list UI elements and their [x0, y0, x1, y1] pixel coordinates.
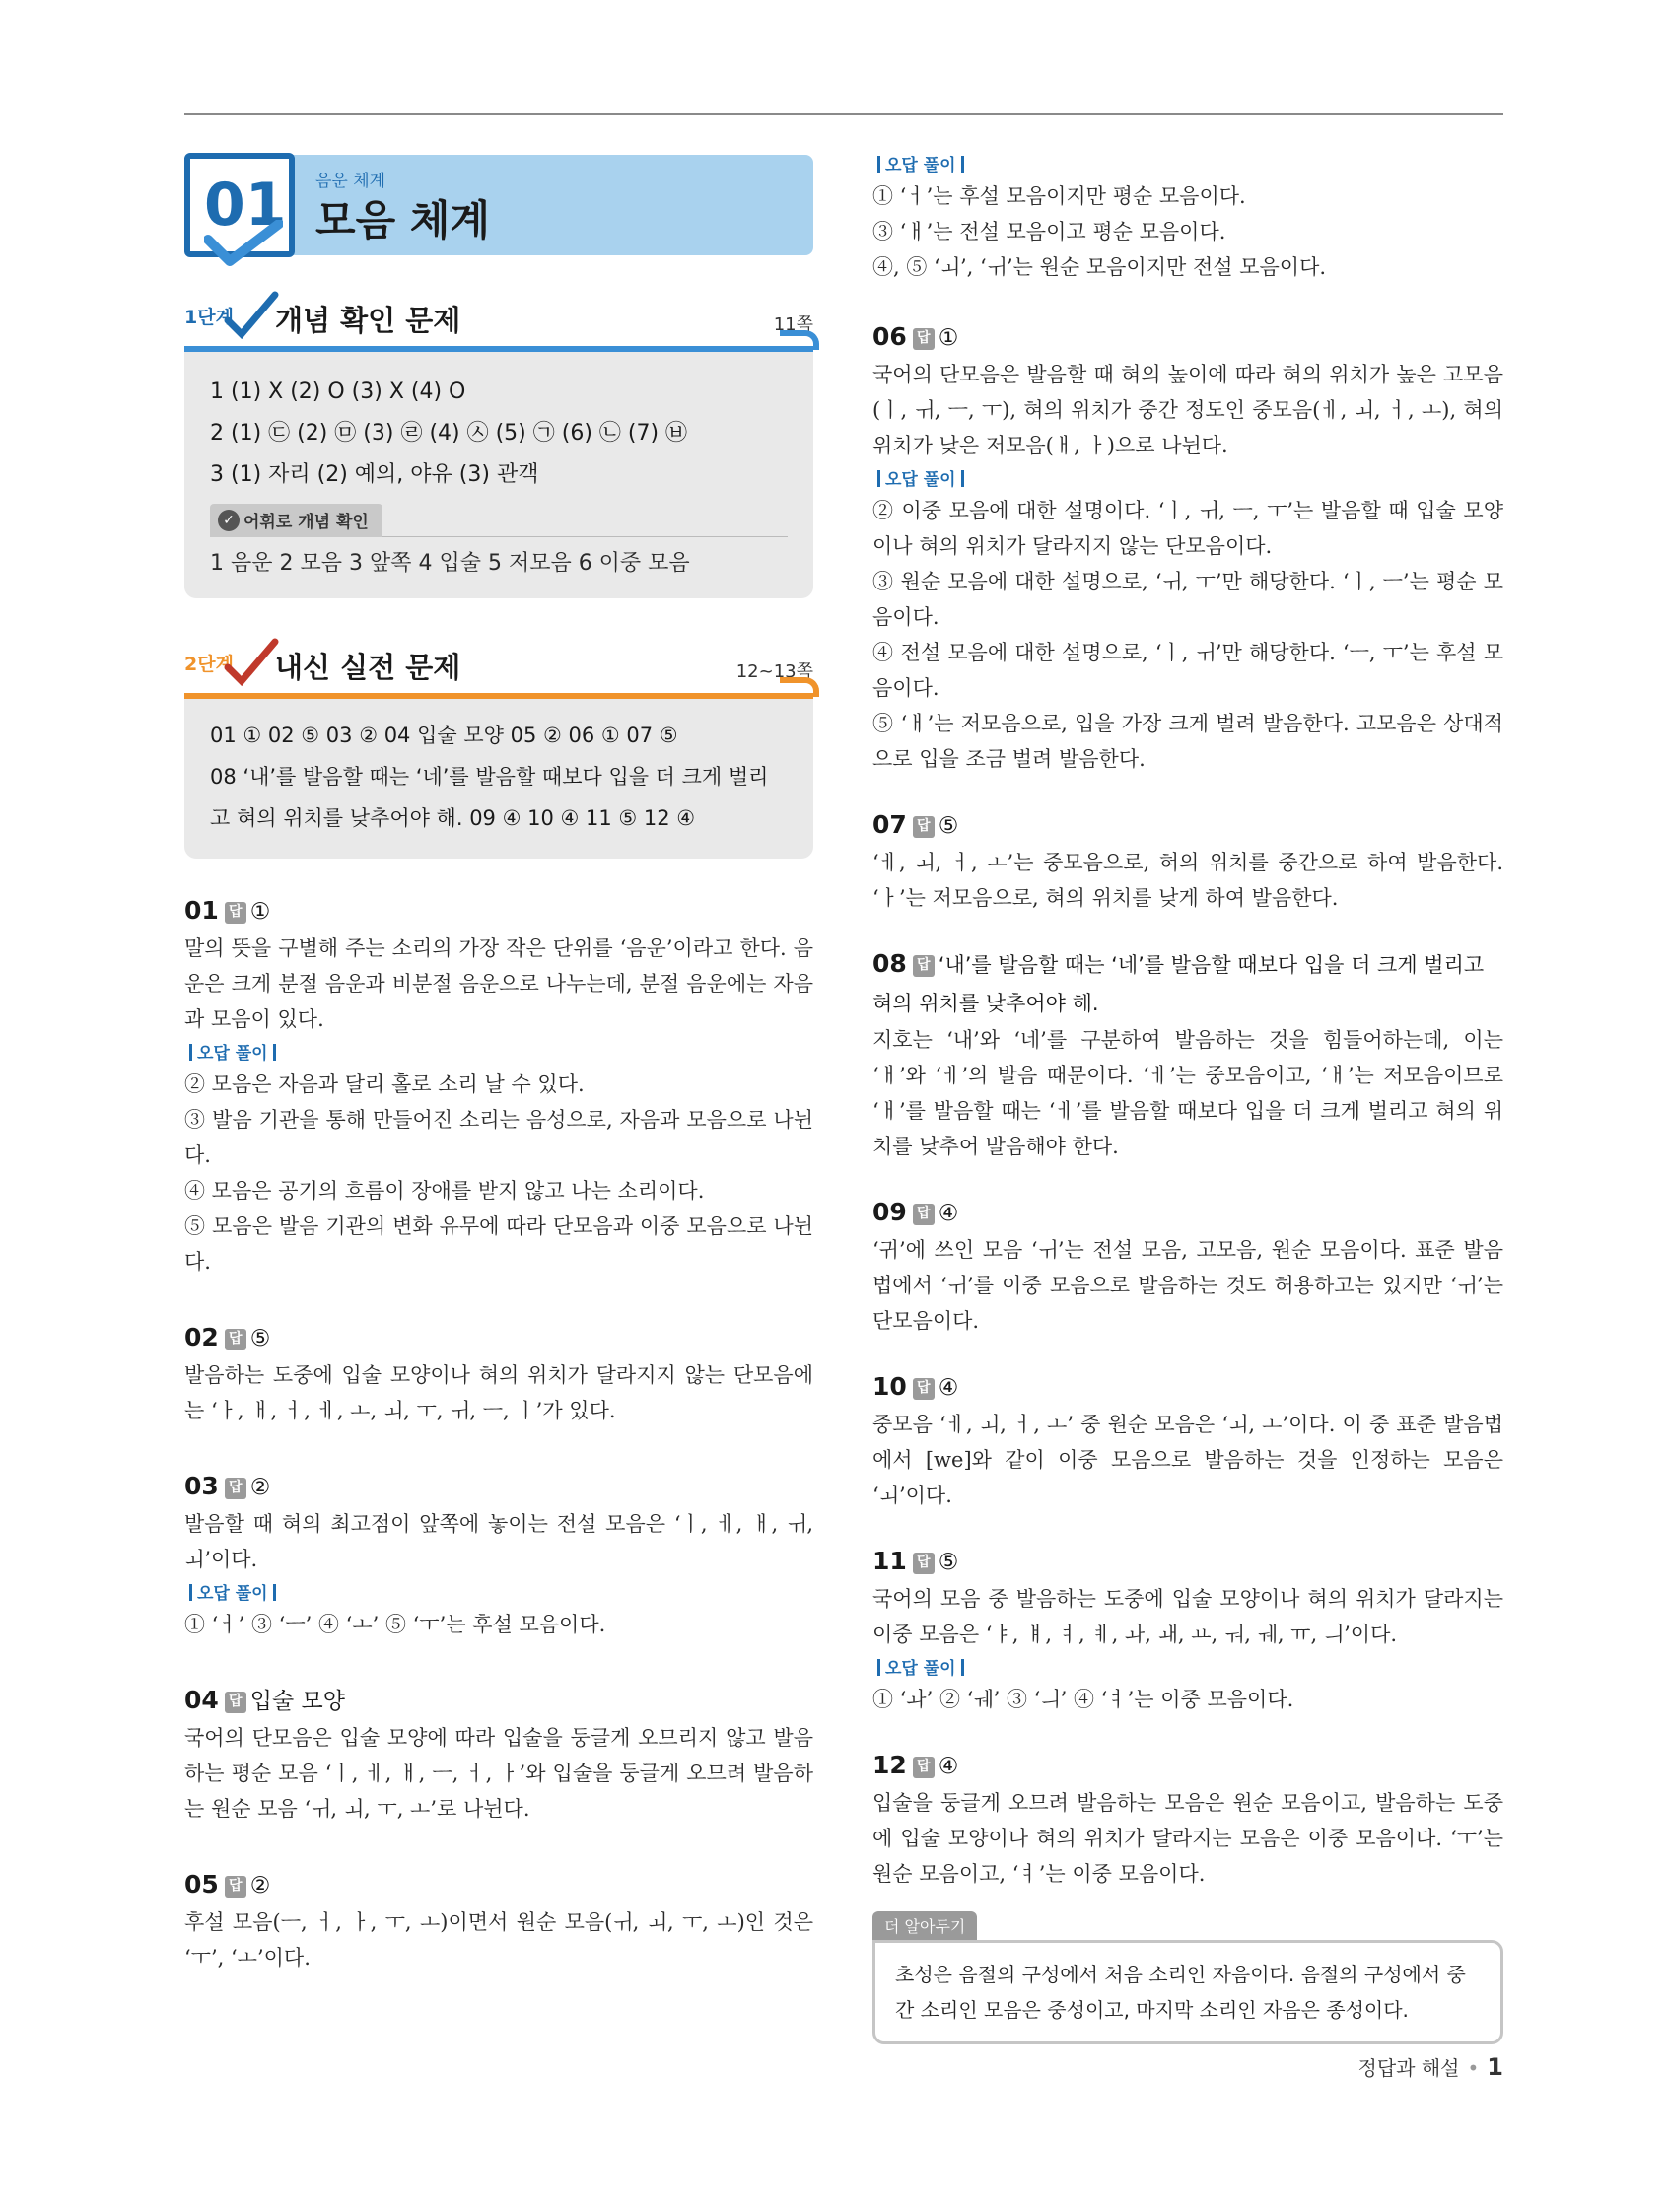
banner-title: 모음 체계 [315, 196, 490, 244]
item-number: 12 [872, 1751, 907, 1779]
item-06 [872, 318, 1503, 777]
item-11 [872, 1543, 1503, 1717]
answer-badge: 답 [225, 902, 246, 924]
item-answer: 입술 모양 [249, 1689, 345, 1714]
odap-line: ① ‘ㅓ’는 후설 모음이지만 평순 모음이다. [872, 184, 1246, 208]
odap-label: 오답 풀이 [184, 1041, 813, 1067]
odap-line: ③ 원순 모음에 대한 설명으로, ‘ㅟ, ㅜ’만 해당한다. ‘ㅣ, ㅡ’는 평순 모음이다. [872, 570, 1503, 629]
note-box [872, 1911, 1503, 2044]
answer-badge: 답 [913, 1553, 935, 1574]
step2-title: 내신 실전 문제 [275, 651, 461, 684]
footer-label: 정답과 해설 [1357, 2056, 1460, 2080]
answer-badge: 답 [913, 328, 935, 350]
item-03 [184, 1468, 813, 1642]
step2-answer-line: 고 혀의 위치를 낮추어야 해. 09 ④ 10 ④ 11 ⑤ 12 ④ [210, 806, 696, 830]
odap-line: ③ ‘ㅐ’는 전설 모음이고 평순 모음이다. [872, 220, 1226, 243]
odap-line: ⑤ ‘ㅐ’는 저모음으로, 입을 가장 크게 벌려 발음한다. 고모음은 상대적으로 입을 조금 벌려 발음한다. [872, 712, 1503, 771]
answer-badge: 답 [225, 1478, 246, 1499]
item-explanation: 지호는 ‘내’와 ‘네’를 구분하여 발음하는 것을 힘들어하는데, 이는 ‘ㅐ’와 ‘ㅔ’의 발음 때문이다. ‘ㅔ’는 중모음이고, ‘ㅐ’는 저모음이므로 ‘ㅐ’를 발음할 때는 ‘ㅔ’를 발음할 때보다 입을 더 크게 벌리고 혀의 위치를 낮추어 발음해야 한다. [872, 1028, 1503, 1158]
odap-label: 오답 풀이 [184, 1581, 813, 1607]
item-answer: ① [249, 899, 271, 925]
check-circle-icon: ✓ [218, 510, 240, 531]
step1-answer-line: 1 (1) X (2) O (3) X (4) O [210, 380, 466, 404]
item-number: 03 [184, 1472, 219, 1500]
odap-line: ① ‘ㅓ’ ③ ‘ㅡ’ ④ ‘ㅗ’ ⑤ ‘ㅜ’는 후설 모음이다. [184, 1613, 606, 1636]
item-number: 06 [872, 322, 907, 351]
answer-badge: 답 [913, 955, 935, 977]
step1-title: 개념 확인 문제 [275, 304, 461, 337]
odap-line: ④ 전설 모음에 대한 설명으로, ‘ㅣ, ㅟ’만 해당한다. ‘ㅡ, ㅜ’는 후설 모음이다. [872, 641, 1503, 700]
item-answer: ⑤ [938, 813, 959, 839]
item-explanation: 중모음 ‘ㅔ, ㅚ, ㅓ, ㅗ’ 중 원순 모음은 ‘ㅚ, ㅗ’이다. 이 중 표준 발음법에서 [we]와 같이 이중 모음으로 발음하는 것을 인정하는 모음은 ‘ㅚ’이다. [872, 1413, 1503, 1507]
item-answer: ‘내’를 발음할 때는 ‘네’를 발음할 때보다 입을 더 크게 벌리고 혀의 위치를 낮추어야 해. [872, 953, 1485, 1015]
item-04 [184, 1682, 813, 1827]
step1-check-icon [224, 291, 279, 340]
item-01 [184, 892, 813, 1279]
vocab-label: 어휘로 개념 확인 [243, 513, 369, 532]
item-09 [872, 1194, 1503, 1339]
answer-badge: 답 [225, 1329, 246, 1350]
note-label: 더 알아두기 [872, 1911, 977, 1940]
step1-page: 11쪽 [773, 314, 813, 335]
item-answer: ⑤ [938, 1550, 959, 1575]
item-number: 02 [184, 1323, 219, 1351]
answer-badge: 답 [913, 1757, 935, 1778]
odap-label: 오답 풀이 [872, 153, 1503, 178]
item-answer: ④ [938, 1754, 959, 1779]
item-12 [872, 1747, 1503, 1892]
answer-badge: 답 [225, 1692, 246, 1713]
odap-line: ③ 발음 기관을 통해 만들어진 소리는 음성으로, 자음과 모음으로 나뉜다. [184, 1108, 813, 1167]
item-number: 10 [872, 1372, 907, 1401]
left-column [184, 153, 813, 1975]
item-07 [872, 806, 1503, 916]
step1-label: 1단계 [184, 307, 234, 328]
step2-answer-box [184, 693, 813, 859]
item-number: 04 [184, 1686, 219, 1714]
item-answer: ② [249, 1873, 271, 1899]
page-number: 1 [1487, 2053, 1503, 2081]
item-number: 09 [872, 1198, 907, 1226]
step1-answer-line: 2 (1) ㉢ (2) ㉤ (3) ㉣ (4) ㉦ (5) ㉠ (6) ㉡ (7) ㉥ [210, 421, 688, 446]
item-explanation: 말의 뜻을 구별해 주는 소리의 가장 작은 단위를 ‘음운’이라고 한다. 음운은 크게 분절 음운과 비분절 음운으로 나누는데, 분절 음운에는 자음과 모음이 있다. [184, 936, 813, 1031]
odap-line: ⑤ 모음은 발음 기관의 변화 유무에 따라 단모음과 이중 모음으로 나뉜다. [184, 1214, 813, 1274]
step2-label: 2단계 [184, 654, 234, 675]
box-tab [780, 330, 819, 350]
step1-header [184, 299, 813, 340]
vocab-answers: 1 음운 2 모음 3 앞쪽 4 입술 5 저모음 6 이중 모음 [210, 551, 690, 576]
item-explanation: 발음하는 도중에 입술 모양이나 혀의 위치가 달라지지 않는 단모음에는 ‘ㅏ, ㅐ, ㅓ, ㅔ, ㅗ, ㅚ, ㅜ, ㅟ, ㅡ, ㅣ’가 있다. [184, 1363, 813, 1422]
odap-label: 오답 풀이 [872, 467, 1503, 493]
item-number: 08 [872, 949, 907, 978]
item-08 [872, 945, 1503, 1164]
step2-check-icon [224, 638, 279, 687]
item-number: 05 [184, 1870, 219, 1899]
answer-badge: 답 [913, 1204, 935, 1225]
step1-answer-box [184, 346, 813, 598]
item-number: 11 [872, 1547, 907, 1575]
item-explanation: 국어의 단모음은 발음할 때 혀의 높이에 따라 혀의 위치가 높은 고모음(ㅣ, ㅟ, ㅡ, ㅜ), 혀의 위치가 중간 정도인 중모음(ㅔ, ㅚ, ㅓ, ㅗ), 혀의 위치가 낮은 저모음(ㅐ, ㅏ)으로 나뉜다. [872, 363, 1503, 457]
step2-header [184, 646, 813, 687]
item-explanation: 입술을 둥글게 오므려 발음하는 모음은 원순 모음이고, 발음하는 도중에 입술 모양이나 혀의 위치가 달라지는 모음은 이중 모음이다. ‘ㅜ’는 원순 모음이고, ‘ㅕ’는 이중 모음이다. [872, 1791, 1503, 1886]
odap-line: ① ‘ㅘ’ ② ‘ㅞ’ ③ ‘ㅢ’ ④ ‘ㅕ’는 이중 모음이다. [872, 1688, 1294, 1711]
step2-answer-line: 01 ① 02 ⑤ 03 ② 04 입술 모양 05 ② 06 ① 07 ⑤ [210, 724, 678, 747]
item-10 [872, 1368, 1503, 1513]
banner-number: 01 [204, 171, 287, 240]
title-banner [184, 153, 813, 259]
answer-badge: 답 [913, 1378, 935, 1400]
answer-badge: 답 [225, 1876, 246, 1898]
item-05 [184, 1866, 813, 1975]
answer-badge: 답 [913, 816, 935, 838]
right-column [872, 153, 1503, 2044]
item-explanation: 발음할 때 혀의 최고점이 앞쪽에 놓이는 전설 모음은 ‘ㅣ, ㅔ, ㅐ, ㅟ, ㅚ’이다. [184, 1512, 813, 1571]
odap-line: ④, ⑤ ‘ㅚ’, ‘ㅟ’는 원순 모음이지만 전설 모음이다. [872, 255, 1327, 279]
item-answer: ① [938, 325, 959, 351]
step2-answer-line: 08 ‘내’를 발음할 때는 ‘네’를 발음할 때보다 입을 더 크게 벌리 [210, 765, 769, 789]
vocab-tag [210, 504, 382, 537]
checkmark-icon [204, 220, 283, 269]
step2-page: 12~13쪽 [735, 661, 813, 682]
item-explanation: 국어의 단모음은 입술 모양에 따라 입술을 둥글게 오므리지 않고 발음하는 평순 모음 ‘ㅣ, ㅔ, ㅐ, ㅡ, ㅓ, ㅏ’와 입술을 둥글게 오므려 발음하는 원순 모음 ‘ㅟ, ㅚ, ㅜ, ㅗ’로 나뉜다. [184, 1726, 813, 1821]
odap-label: 오답 풀이 [872, 1656, 1503, 1682]
top-rule [184, 113, 1503, 115]
box-tab [780, 677, 819, 697]
item-head [184, 892, 813, 931]
item-02 [184, 1319, 813, 1428]
odap-line: ② 모음은 자음과 달리 홀로 소리 날 수 있다. [184, 1072, 585, 1096]
item-answer: ⑤ [249, 1326, 271, 1351]
odap-line: ④ 모음은 공기의 흐름이 장애를 받지 않고 나는 소리이다. [184, 1179, 705, 1203]
item-answer: ④ [938, 1201, 959, 1226]
note-text: 초성은 음절의 구성에서 처음 소리인 자음이다. 음절의 구성에서 중간 소리인 모음은 중성이고, 마지막 소리인 자음은 종성이다. [872, 1940, 1503, 2044]
page-footer: 정답과 해설 • 1 [1357, 2053, 1503, 2081]
odap-line: ② 이중 모음에 대한 설명이다. ‘ㅣ, ㅟ, ㅡ, ㅜ’는 발음할 때 입술 모양이나 혀의 위치가 달라지지 않는 단모음이다. [872, 499, 1503, 558]
item-explanation: ‘귀’에 쓰인 모음 ‘ㅟ’는 전설 모음, 고모음, 원순 모음이다. 표준 발음법에서 ‘ㅟ’를 이중 모음으로 발음하는 것도 허용하고는 있지만 ‘ㅟ’는 단모음이다. [872, 1238, 1503, 1333]
item-explanation: ‘ㅔ, ㅚ, ㅓ, ㅗ’는 중모음으로, 혀의 위치를 중간으로 하여 발음한다. ‘ㅏ’는 저모음으로, 혀의 위치를 낮게 하여 발음한다. [872, 851, 1503, 910]
item-number: 01 [184, 896, 219, 925]
step1-answer-line: 3 (1) 자리 (2) 예의, 야유 (3) 관객 [210, 462, 539, 487]
vocab-header [210, 504, 788, 537]
item-number: 07 [872, 810, 907, 839]
item-explanation: 후설 모음(ㅡ, ㅓ, ㅏ, ㅜ, ㅗ)이면서 원순 모음(ㅟ, ㅚ, ㅜ, ㅗ)인 것은 ‘ㅜ’, ‘ㅗ’이다. [184, 1910, 813, 1970]
item-answer: ④ [938, 1375, 959, 1401]
item-explanation: 국어의 모음 중 발음하는 도중에 입술 모양이나 혀의 위치가 달라지는 이중 모음은 ‘ㅑ, ㅒ, ㅕ, ㅖ, ㅘ, ㅙ, ㅛ, ㅝ, ㅞ, ㅠ, ㅢ’이다. [872, 1587, 1503, 1646]
item-answer: ② [249, 1475, 271, 1500]
banner-subtitle: 음운 체계 [315, 172, 386, 191]
